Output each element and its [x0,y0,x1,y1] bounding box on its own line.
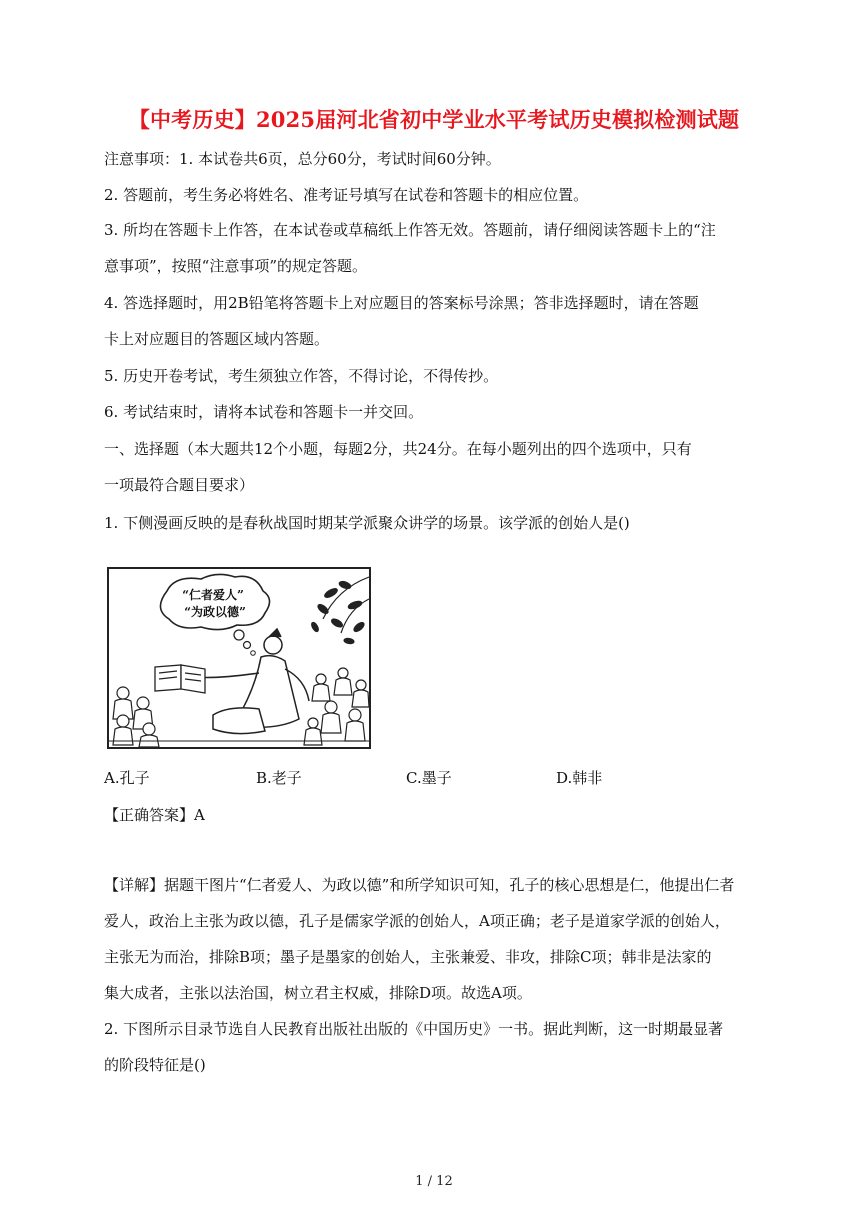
explanation-line: 集大成者，主张以法治国，树立君主权威，排除D项。故选A项。 [104,984,532,1002]
section-heading: 一项最符合题目要求） [104,476,255,494]
thought-bubble [160,574,269,629]
question-2-stem: 的阶段特征是() [104,1056,206,1074]
notice-line: 3. 所均在答题卡上作答，在本试卷或草稿纸上作答无效。答题前，请仔细阅读答题卡上的“注 [104,221,716,239]
option-b: B.老子 [256,769,302,787]
explanation-line: 【详解】据题干图片“仁者爱人、为政以德”和所学知识可知，孔子的核心思想是仁，他提出仁者 [104,876,735,894]
students-left [113,687,159,747]
correct-answer: 【正确答案】A [104,806,205,824]
option-c: C.墨子 [406,769,452,787]
explanation-line: 主张无为而治，排除B项；墨子是墨家的创始人，主张兼爱、非攻，排除C项；韩非是法家的 [104,948,712,966]
notice-line: 5. 历史开卷考试，考生须独立作答，不得讨论，不得传抄。 [104,367,499,385]
students-right [304,668,369,745]
page-number: 1 / 12 [415,1174,453,1189]
notice-line: 注意事项：1. 本试卷共6页，总分60分，考试时间60分钟。 [104,150,501,168]
section-heading: 一、选择题（本大题共12个小题，每题2分，共24分。在每小题列出的四个选项中，只有 [104,440,692,458]
tree-branch [310,577,369,644]
cartoon-drawing [109,569,369,747]
option-d: D.韩非 [556,769,603,787]
option-a: A.孔子 [104,769,150,787]
explanation-line: 爱人，政治上主张为政以德，孔子是儒家学派的创始人，A项正确；老子是道家学派的创始人， [104,912,730,930]
notice-line: 6. 考试结束时，请将本试卷和答题卡一并交回。 [104,403,424,421]
bubble-text-1: “仁者爱人” [182,588,244,602]
notice-line: 2. 答题前，考生务必将姓名、准考证号填写在试卷和答题卡的相应位置。 [104,186,589,204]
bubble-text-2: “为政以德” [184,605,246,619]
question-2-stem: 2. 下图所示目录节选自人民教育出版社出版的《中国历史》一书。据此判断，这一时期最显著 [104,1020,724,1038]
notice-line: 卡上对应题目的答题区域内答题。 [104,330,330,348]
notice-line: 4. 答选择题时，用2B铅笔将答题卡上对应题目的答案标号涂黑；答非选择题时，请在答题 [104,294,699,312]
notice-line: 意事项”，按照“注意事项”的规定答题。 [104,257,368,275]
book [155,665,205,693]
cartoon-image [107,567,371,749]
page-title: 【中考历史】2025届河北省初中学业水平考试历史模拟检测试题 [128,107,740,132]
question-1-stem: 1. 下侧漫画反映的是春秋战国时期某学派聚众讲学的场景。该学派的创始人是() [104,514,630,532]
